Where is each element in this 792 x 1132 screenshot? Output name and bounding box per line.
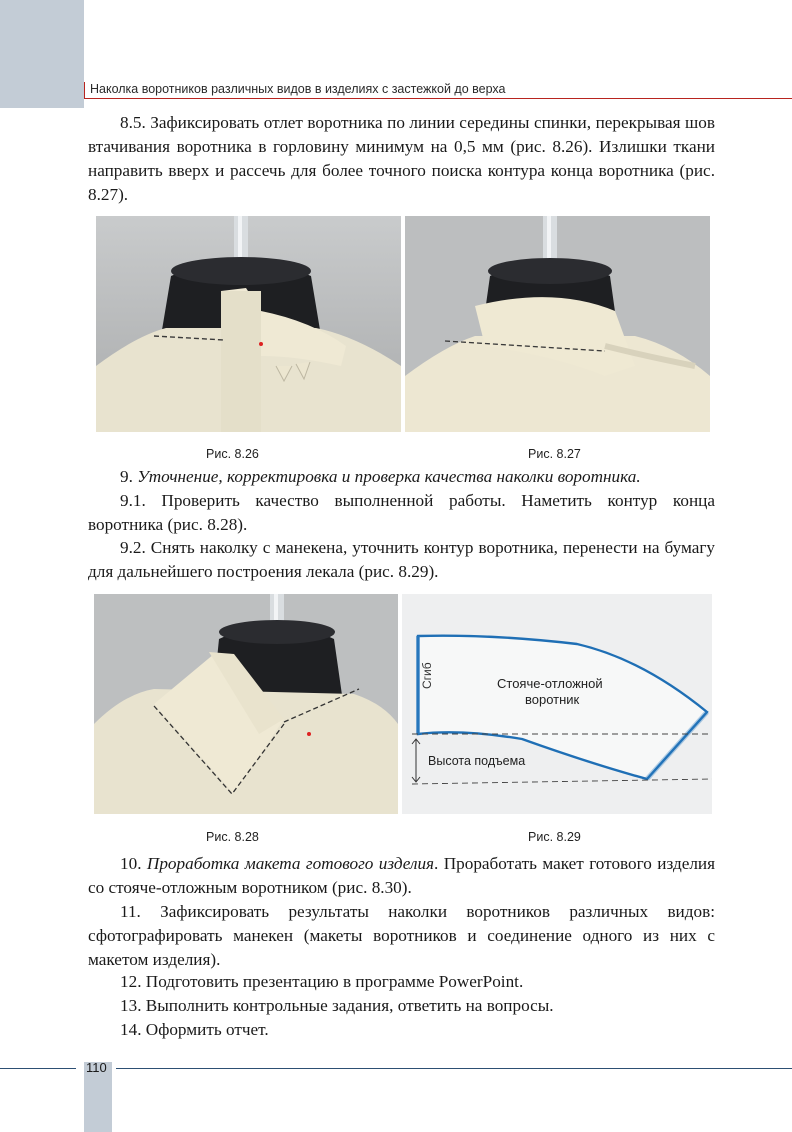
figure-8-29-pattern [402, 594, 712, 814]
footer-rule-right [116, 1068, 792, 1069]
paragraph-10-body: . Проработать макет готового изделия со стояче-отложным воротником (рис. 8.30). [88, 854, 716, 897]
figure-8-28-photo [94, 594, 398, 814]
header-rule-tick [84, 82, 85, 99]
figure-8-27-caption: Рис. 8.27 [528, 447, 581, 461]
figure-8-27-photo [405, 216, 710, 432]
page-number: 110 [86, 1060, 107, 1075]
sidebar-decoration-top [0, 0, 84, 108]
pattern-label-height: Высота подъема [428, 754, 526, 768]
running-title: Наколка воротников различных видов в изделиях с застежкой до верха [90, 82, 506, 96]
paragraph-13: 13. Выполнить контрольные задания, ответить на вопросы. [120, 996, 554, 1015]
mannequin-collar-slashed-illustration [405, 216, 710, 432]
paragraph-9-number: 9. [120, 467, 138, 486]
paragraph-14: 14. Оформить отчет. [120, 1020, 269, 1039]
pattern-label-fold: Сгиб [420, 662, 434, 689]
paragraph-11: 11. Зафиксировать результаты наколки воротников различных видов: сфотографировать манекен (макеты воротников и соединение одного из них с макетом изделия). [88, 902, 715, 969]
figure-8-29-caption: Рис. 8.29 [528, 830, 581, 844]
figure-8-26-photo [96, 216, 401, 432]
mannequin-collar-illustration [96, 216, 401, 432]
figure-8-28-caption: Рис. 8.28 [206, 830, 259, 844]
paragraph-8-5: 8.5. Зафиксировать отлет воротника по линии середины спинки, перекрывая шов втачивания воротника в горловину минимум на 0,5 мм (рис. 8.26). Излишки ткани направить вверх и рассечь для более точного поиска контура конца воротника (рис. 8.27). [88, 113, 715, 204]
paragraph-10-title: Проработка макета готового изделия [146, 854, 435, 873]
paragraph-9-title: Уточнение, корректировка и проверка качества наколки воротника. [137, 467, 641, 486]
header-rule [84, 98, 792, 99]
pattern-label-collar-line2: воротник [525, 692, 580, 707]
figure-8-26-caption: Рис. 8.26 [206, 447, 259, 461]
mannequin-collar-contour-illustration [94, 594, 398, 814]
pattern-label-collar-line1: Стояче-отложной [497, 676, 603, 691]
paragraph-10 [88, 852, 715, 900]
paragraph-10-number: 10. [120, 854, 147, 873]
paragraph-9-2: 9.2. Снять наколку с манекена, уточнить контур воротника, перенести на бумагу для дальнейшего построения лекала (рис. 8.29). [88, 538, 715, 581]
paragraph-12: 12. Подготовить презентацию в программе PowerPoint. [120, 972, 524, 991]
paragraph-9 [88, 465, 715, 489]
paragraph-9-1: 9.1. Проверить качество выполненной работы. Наметить контур конца воротника (рис. 8.28). [88, 491, 715, 534]
footer-rule-left [0, 1068, 76, 1069]
